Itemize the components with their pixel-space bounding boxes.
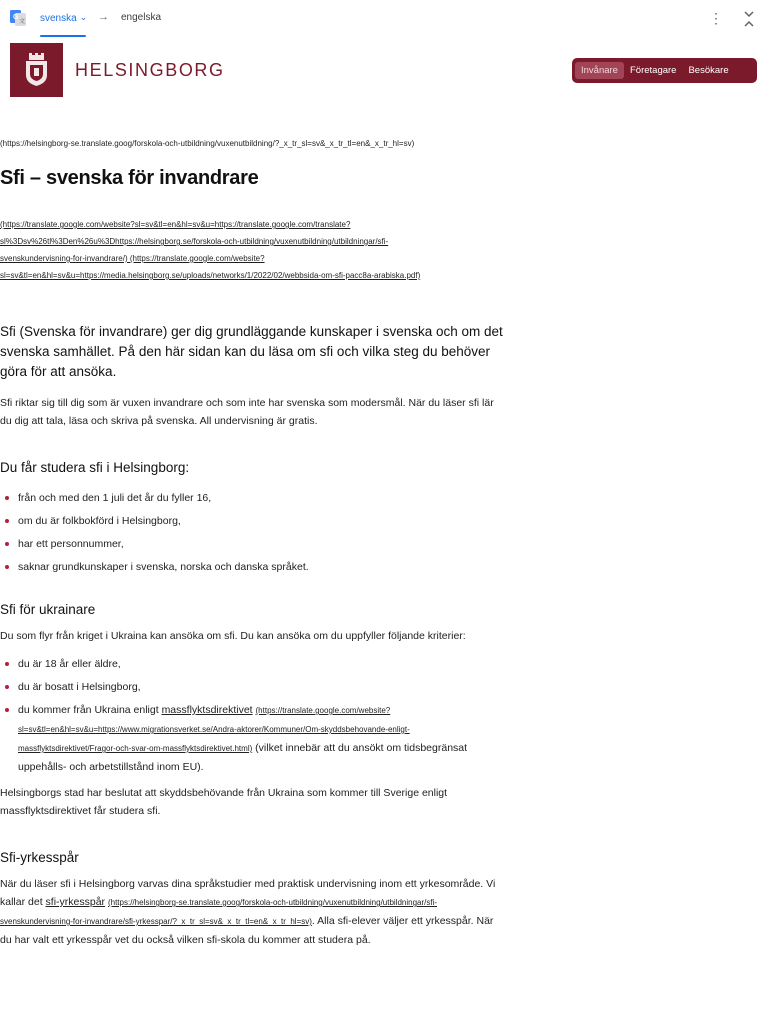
list-item: du är bosatt i Helsingborg, — [0, 678, 510, 696]
page-title: Sfi – svenska för invandrare — [0, 167, 259, 189]
source-language-label: svenska — [40, 13, 77, 24]
yrkesspar-paragraph — [0, 875, 502, 949]
criteria-prefix: du kommer från Ukraina enligt — [18, 704, 162, 716]
list-item: saknar grundkunskaper i svenska, norska och danska språket. — [0, 558, 510, 576]
link-line[interactable]: (https://translate.google.com/website?sl=sv&tl=en&hl=sv&u=https://translate.google.com/translate? — [0, 220, 351, 229]
link-line[interactable]: sl%3Dsv%26tl%3Den%26u%3Dhttps://helsingborg.se/forskola-och-utbildning/vuxenutbildning/utbildningar/sfi- — [0, 237, 389, 246]
section-heading-studera: Du får studera sfi i Helsingborg: — [0, 460, 190, 475]
list-item: har ett personnummer, — [0, 535, 510, 553]
brand-name[interactable]: HELSINGBORG — [75, 60, 225, 80]
lead-paragraph: Sfi (Svenska för invandrare) ger dig grundläggande kunskaper i svenska och om det svenska samhället. På den här sidan kan du läsa om sfi och vilka steg du behöver göra för att ansöka. — [0, 324, 503, 379]
helsingborg-logo[interactable] — [10, 43, 63, 97]
main-content — [0, 136, 510, 949]
massflyktsdirektivet-url[interactable]: (https://translate.google.com/website?sl=sv&tl=en&hl=sv&u=https://www.migrationsverket.se/Andra-aktorer/Kommuner/Om-skyddsbehovande-enligt-massflyktsdirektivet/Fragor-och-svar-om-massflyktsdirektivet.html) — [18, 706, 410, 753]
ukraine-criteria-list — [0, 655, 510, 776]
list-item: från och med den 1 juli det år du fyller 16, — [0, 489, 510, 507]
link-line[interactable]: svenskundervisning-for-invandrare/) (https://translate.google.com/website? — [0, 254, 265, 263]
link-line[interactable]: sl=sv&tl=en&hl=sv&u=https://media.helsingborg.se/uploads/networks/1/2022/02/webbsida-om-sfi-pacc8a-arabiska.pdf) — [0, 271, 421, 280]
arrow-right-icon: → — [98, 11, 109, 23]
more-options-icon[interactable]: ⋮ — [709, 10, 723, 26]
audience-nav — [572, 58, 757, 83]
svg-text:文: 文 — [19, 19, 26, 25]
massflyktsdirektivet-link[interactable]: massflyktsdirektivet — [161, 704, 253, 716]
criteria-suffix: (vilket innebär att du ansökt om tidsbegränsat uppehålls- och arbetstillstånd inom EU). — [18, 742, 468, 773]
city-crest-icon — [10, 43, 63, 97]
sfi-yrkesspar-link[interactable]: sfi-yrkesspår — [45, 896, 106, 908]
list-item — [0, 701, 505, 776]
section-heading-ukrainare: Sfi för ukrainare — [0, 602, 96, 617]
yrkesspar-text-suffix: . Alla sfi-elever väljer ett yrkesspår. När du har valt ett yrkesspår vet du också vilken sfi-skola du kommer att studera på. — [0, 915, 494, 946]
list-item: du är 18 år eller äldre, — [0, 655, 510, 673]
nav-invanare[interactable]: Invånare — [575, 62, 624, 79]
ukraine-decision-paragraph: Helsingborgs stad har beslutat att skyddsbehövande från Ukraina som kommer till Sverige enligt massflyktsdirektivet får studera sfi. — [0, 787, 448, 817]
sfi-yrkesspar-url[interactable]: (https://helsingborg-se.translate.goog/forskola-och-utbildning/vuxenutbildning/utbildningar/sfi-svenskundervisning-for-invandrare/sfi-yrkesspar/?_x_tr_sl=sv&_x_tr_tl=en&_x_tr_hl=sv) — [0, 898, 438, 926]
list-item: om du är folkbokförd i Helsingborg, — [0, 512, 510, 530]
source-language-underline — [40, 35, 86, 37]
target-language-tab[interactable]: engelska — [121, 12, 162, 23]
chevron-down-icon: ⌄ — [79, 12, 88, 22]
translate-bar — [0, 0, 768, 38]
translated-links — [0, 216, 510, 284]
source-language-select[interactable] — [40, 12, 87, 24]
nav-besokare[interactable]: Besökare — [688, 65, 729, 76]
google-translate-icon[interactable] — [10, 10, 26, 26]
svg-text:G: G — [13, 14, 19, 21]
section-heading-yrkesspar: Sfi-yrkesspår — [0, 850, 79, 865]
ukraine-intro: Du som flyr från kriget i Ukraina kan ansöka om sfi. Du kan ansöka om du uppfyller följande kriterier: — [0, 630, 466, 642]
eligibility-list — [0, 489, 510, 576]
nav-foretagare[interactable]: Företagare — [629, 65, 677, 76]
yrkesspar-text-prefix: När du läser sfi i Helsingborg varvas dina språkstudier med praktisk undervisning inom ett yrkesområde. Vi kallar det — [0, 878, 496, 908]
intro-paragraph: Sfi riktar sig till dig som är vuxen invandrare och som inte har svenska som modersmål. När du läser sfi lär du dig att tala, läsa och skriva på svenska. All undervisning är gratis. — [0, 397, 494, 427]
breadcrumb-url[interactable]: (https://helsingborg-se.translate.goog/forskola-och-utbildning/vuxenutbildning/?_x_tr_sl=sv&_x_tr_tl=en&_x_tr_hl=sv) — [0, 139, 415, 148]
collapse-icon[interactable] — [742, 9, 756, 29]
